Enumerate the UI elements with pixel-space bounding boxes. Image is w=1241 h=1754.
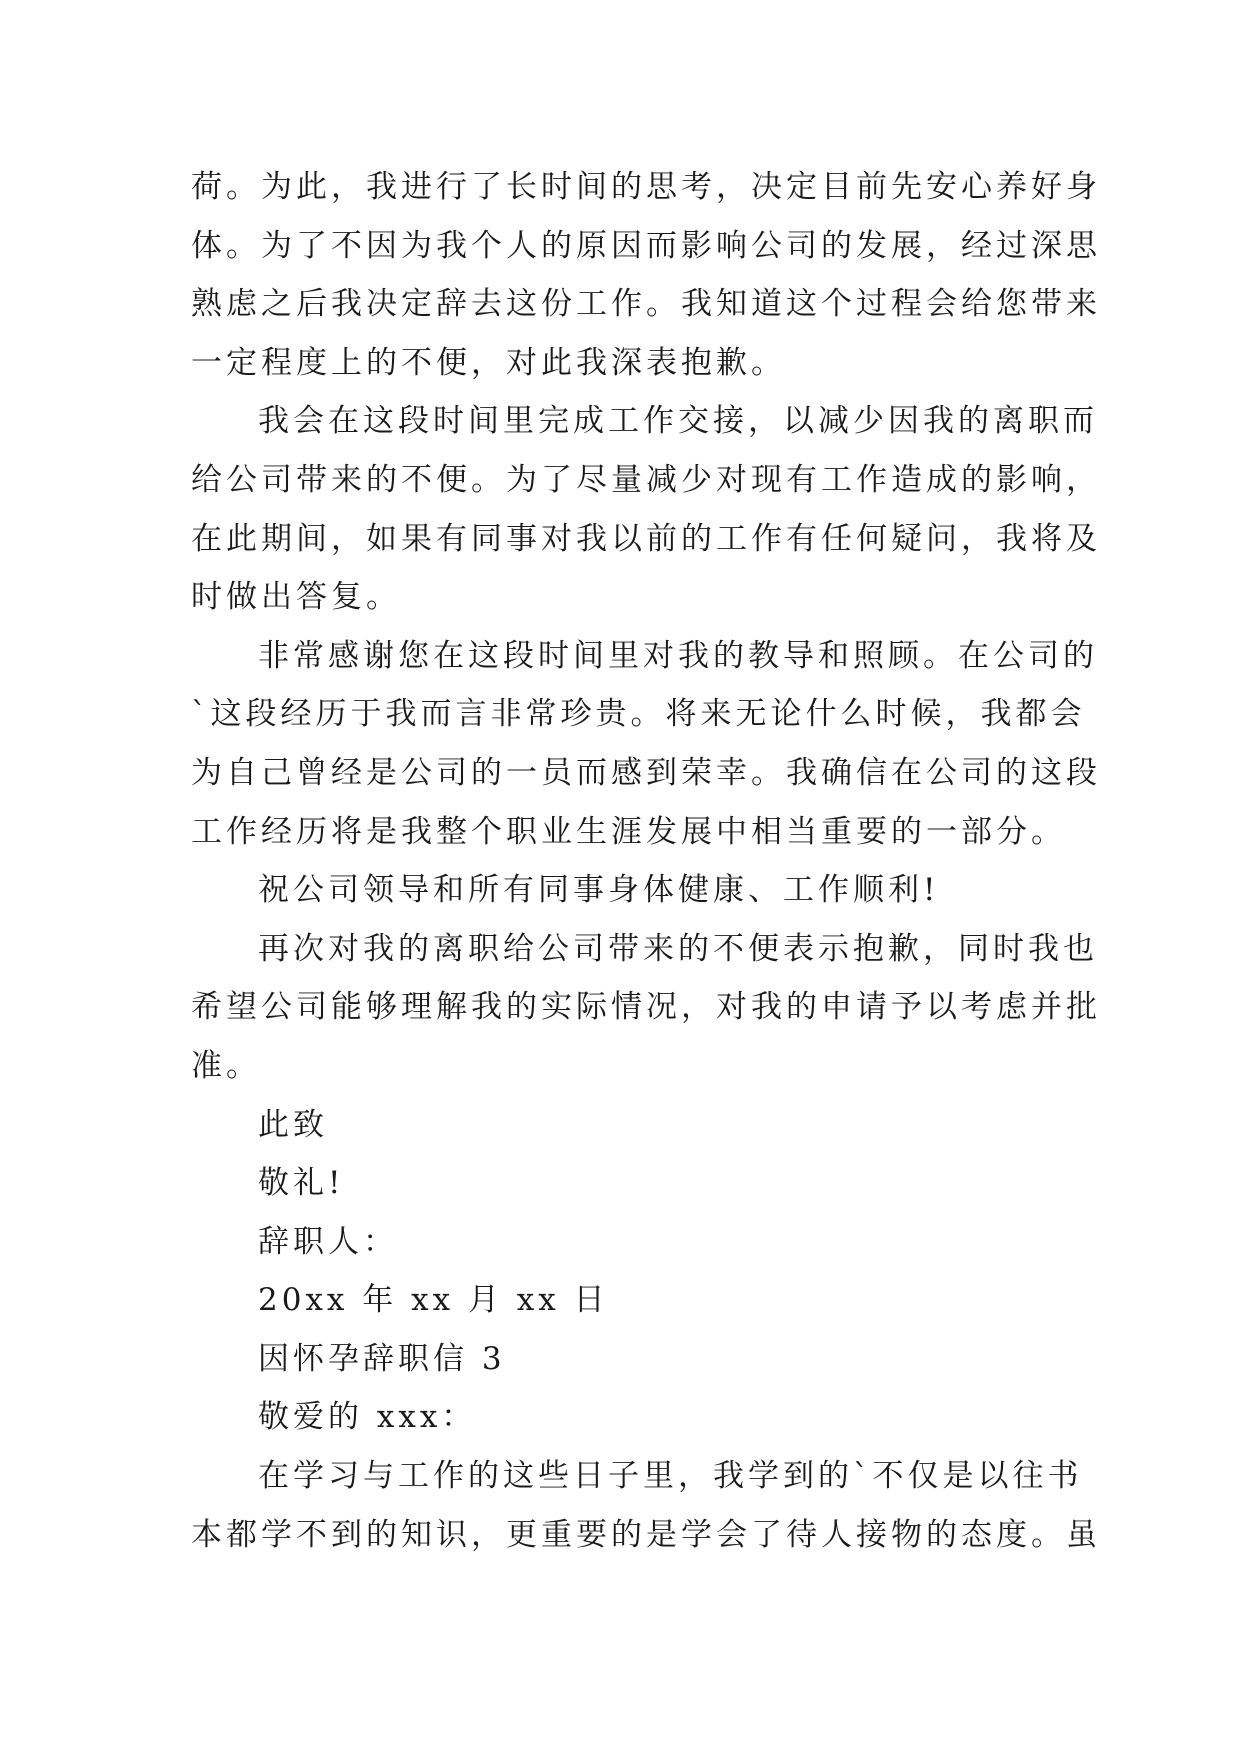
letter-body	[191, 158, 1101, 1564]
paragraph-p9	[191, 1271, 1051, 1330]
text-line: `这段经历于我而言非常珍贵。将来无论什么时候，我都会	[191, 696, 1086, 733]
paragraph-p10	[191, 1330, 1051, 1389]
paragraph-p6	[191, 1096, 1051, 1155]
text-line: 为自己曾经是公司的一员而感到荣幸。我确信在公司的这段	[191, 754, 1101, 791]
text-line: 给公司带来的不便。为了尽量减少对现有工作造成的影响，	[191, 461, 1101, 498]
text-line: 在此期间，如果有同事对我以前的工作有任何疑问，我将及	[191, 520, 1101, 557]
text-line: 20xx 年 xx 月 xx 日	[258, 1282, 609, 1319]
text-line: 再次对我的离职给公司带来的不便表示抱歉，同时我也	[258, 930, 1098, 967]
text-line: 祝公司领导和所有同事身体健康、工作顺利!	[258, 872, 940, 909]
text-line: 时做出答复。	[191, 579, 401, 616]
paragraph-p7	[191, 1154, 1051, 1213]
paragraph-p3	[191, 627, 1101, 861]
text-line: 荷。为此，我进行了长时间的思考，决定目前先安心养好身	[191, 169, 1101, 205]
paragraph-p4	[191, 861, 1051, 920]
text-line: 敬爱的 xxx：	[258, 1399, 477, 1436]
paragraph-p2	[191, 392, 1101, 626]
paragraph-p8	[191, 1213, 1051, 1272]
text-line: 敬礼!	[258, 1165, 345, 1202]
text-line: 准。	[191, 1047, 261, 1084]
paragraph-p11	[191, 1388, 1051, 1447]
text-line: 因怀孕辞职信 3	[258, 1340, 506, 1377]
paragraph-p12	[191, 1447, 1101, 1564]
text-line: 非常感谢您在这段时间里对我的教导和照顾。在公司的	[258, 637, 1098, 674]
text-line: 此致	[258, 1106, 328, 1143]
text-line: 我会在这段时间里完成工作交接，以减少因我的离职而	[258, 403, 1098, 440]
text-line: 工作经历将是我整个职业生涯发展中相当重要的一部分。	[191, 813, 1066, 850]
text-line: 辞职人：	[258, 1223, 398, 1260]
text-line: 在学习与工作的这些日子里，我学到的`不仅是以往书	[258, 1458, 1083, 1495]
paragraph-p1	[191, 158, 1101, 392]
text-line: 本都学不到的知识，更重要的是学会了待人接物的态度。虽	[191, 1516, 1101, 1553]
text-line: 希望公司能够理解我的实际情况，对我的申请予以考虑并批	[191, 989, 1101, 1026]
text-line: 熟虑之后我决定辞去这份工作。我知道这个过程会给您带来	[191, 286, 1101, 323]
paragraph-p5	[191, 920, 1101, 1096]
text-line: 体。为了不因为我个人的原因而影响公司的发展，经过深思	[191, 227, 1101, 264]
text-line: 一定程度上的不便，对此我深表抱歉。	[191, 344, 786, 381]
